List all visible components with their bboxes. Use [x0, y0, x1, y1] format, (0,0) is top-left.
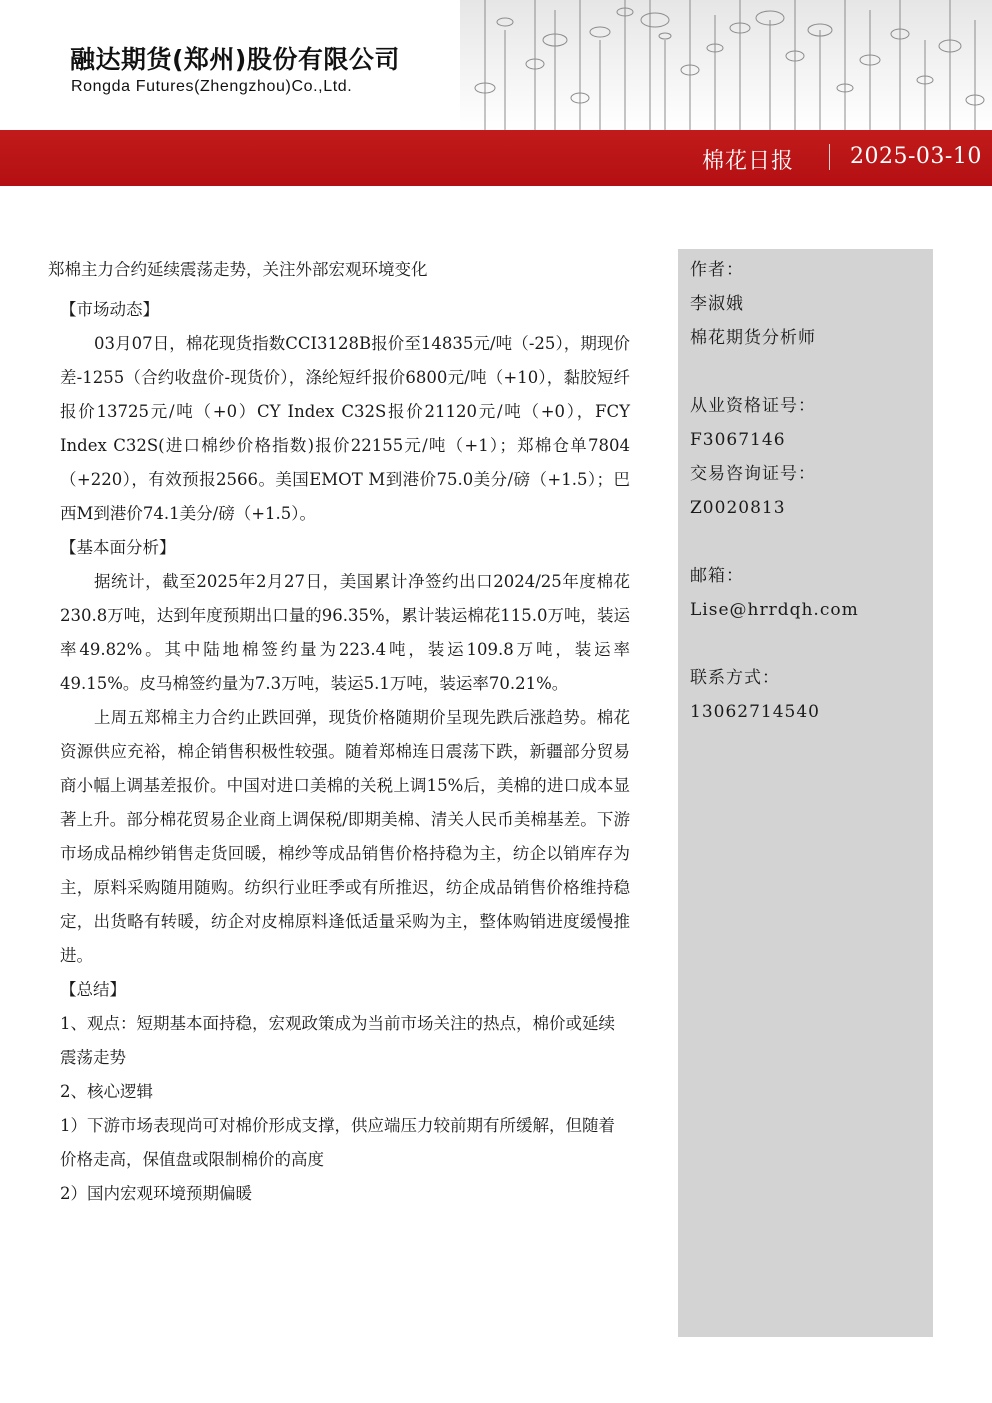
consult-label: 交易咨询证号：	[690, 464, 816, 484]
email-address[interactable]: Lise@hrrdqh.com	[690, 600, 859, 620]
section-title-fundamental: 【基本面分析】	[60, 538, 176, 557]
decorative-lines-graphic	[460, 0, 992, 130]
summary-point-2a: 1）下游市场表现尚可对棉价形成支撑，供应端压力较前期有所缓解，但随着价格走高，保值盘或限制棉价的高度	[60, 1116, 615, 1169]
company-name-cn: 融达期货(郑州)股份有限公司	[70, 45, 400, 74]
section-title-market: 【市场动态】	[60, 300, 159, 319]
report-headline: 郑棉主力合约延续震荡走势，关注外部宏观环境变化	[48, 260, 428, 279]
summary-point-2b: 2）国内宏观环境预期偏暖	[60, 1184, 252, 1203]
fundamental-paragraph-2: 上周五郑棉主力合约止跌回弹，现货价格随期价呈现先跌后涨趋势。棉花资源供应充裕，棉企销售积极性较强。随着郑棉连日震荡下跌，新疆部分贸易商小幅上调基差报价。中国对进口美棉的关税上调15%后，美棉的进口成本显著上升。部分棉花贸易企业商上调保税/即期美棉、清关人民币美棉基差。下游市场成品棉纱销售走货回暖，棉纱等成品销售价格持稳为主，纺企以销库存为主，原料采购随用随购。纺织行业旺季或有所推迟，纺企成品销售价格维持稳定，出货略有转暖，纺企对皮棉原料逢低适量采购为主，整体购销进度缓慢推进。	[60, 708, 630, 965]
market-paragraph: 03月07日，棉花现货指数CCI3128B报价至14835元/吨（-25），期现价差-1255（合约收盘价-现货价），涤纶短纤报价6800元/吨（+10），黏胶短纤报价13725元/吨（+0）CY Index C32S报价21120元/吨（+0），FCY Index C32S(进口棉纱价格指数)报价22155元/吨（+1）；郑棉仓单7804（+220），有效预报2566。美国EMOT M到港价75.0美分/磅（+1.5）；巴西M到港价74.1美分/磅（+1.5）。	[60, 334, 630, 523]
contact-label: 联系方式：	[690, 668, 780, 688]
author-sidebar	[678, 249, 933, 1337]
title-bar-divider	[829, 144, 830, 170]
phone-number: 13062714540	[690, 702, 820, 722]
company-name-en: Rongda Futures(Zhengzhou)Co.,Ltd.	[71, 78, 353, 95]
section-title-summary: 【总结】	[60, 980, 126, 999]
report-type: 棉花日报	[701, 149, 794, 174]
author-label: 作者：	[690, 260, 744, 280]
title-bar	[0, 130, 992, 186]
fundamental-paragraph-1: 据统计，截至2025年2月27日，美国累计净签约出口2024/25年度棉花230.8万吨，达到年度预期出口量的96.35%，累计装运棉花115.0万吨，装运率49.82%。其中陆地棉签约量为223.4吨，装运109.8万吨，装运率49.15%。皮马棉签约量为7.3万吨，装运5.1万吨，装运率70.21%。	[60, 572, 630, 693]
report-date: 2025-03-10	[850, 144, 982, 169]
author-name: 李淑娥	[690, 294, 744, 314]
report-header	[0, 0, 992, 186]
summary-point-1: 1、观点：短期基本面持稳，宏观政策成为当前市场关注的热点，棉价或延续震荡走势	[60, 1014, 615, 1067]
report-body	[48, 253, 630, 1211]
consult-number: Z0020813	[690, 498, 786, 518]
author-title: 棉花期货分析师	[690, 328, 816, 348]
summary-point-2: 2、核心逻辑	[60, 1082, 153, 1101]
qualification-number: F3067146	[690, 430, 786, 450]
qualification-label: 从业资格证号：	[690, 396, 816, 416]
email-label: 邮箱：	[690, 566, 744, 586]
